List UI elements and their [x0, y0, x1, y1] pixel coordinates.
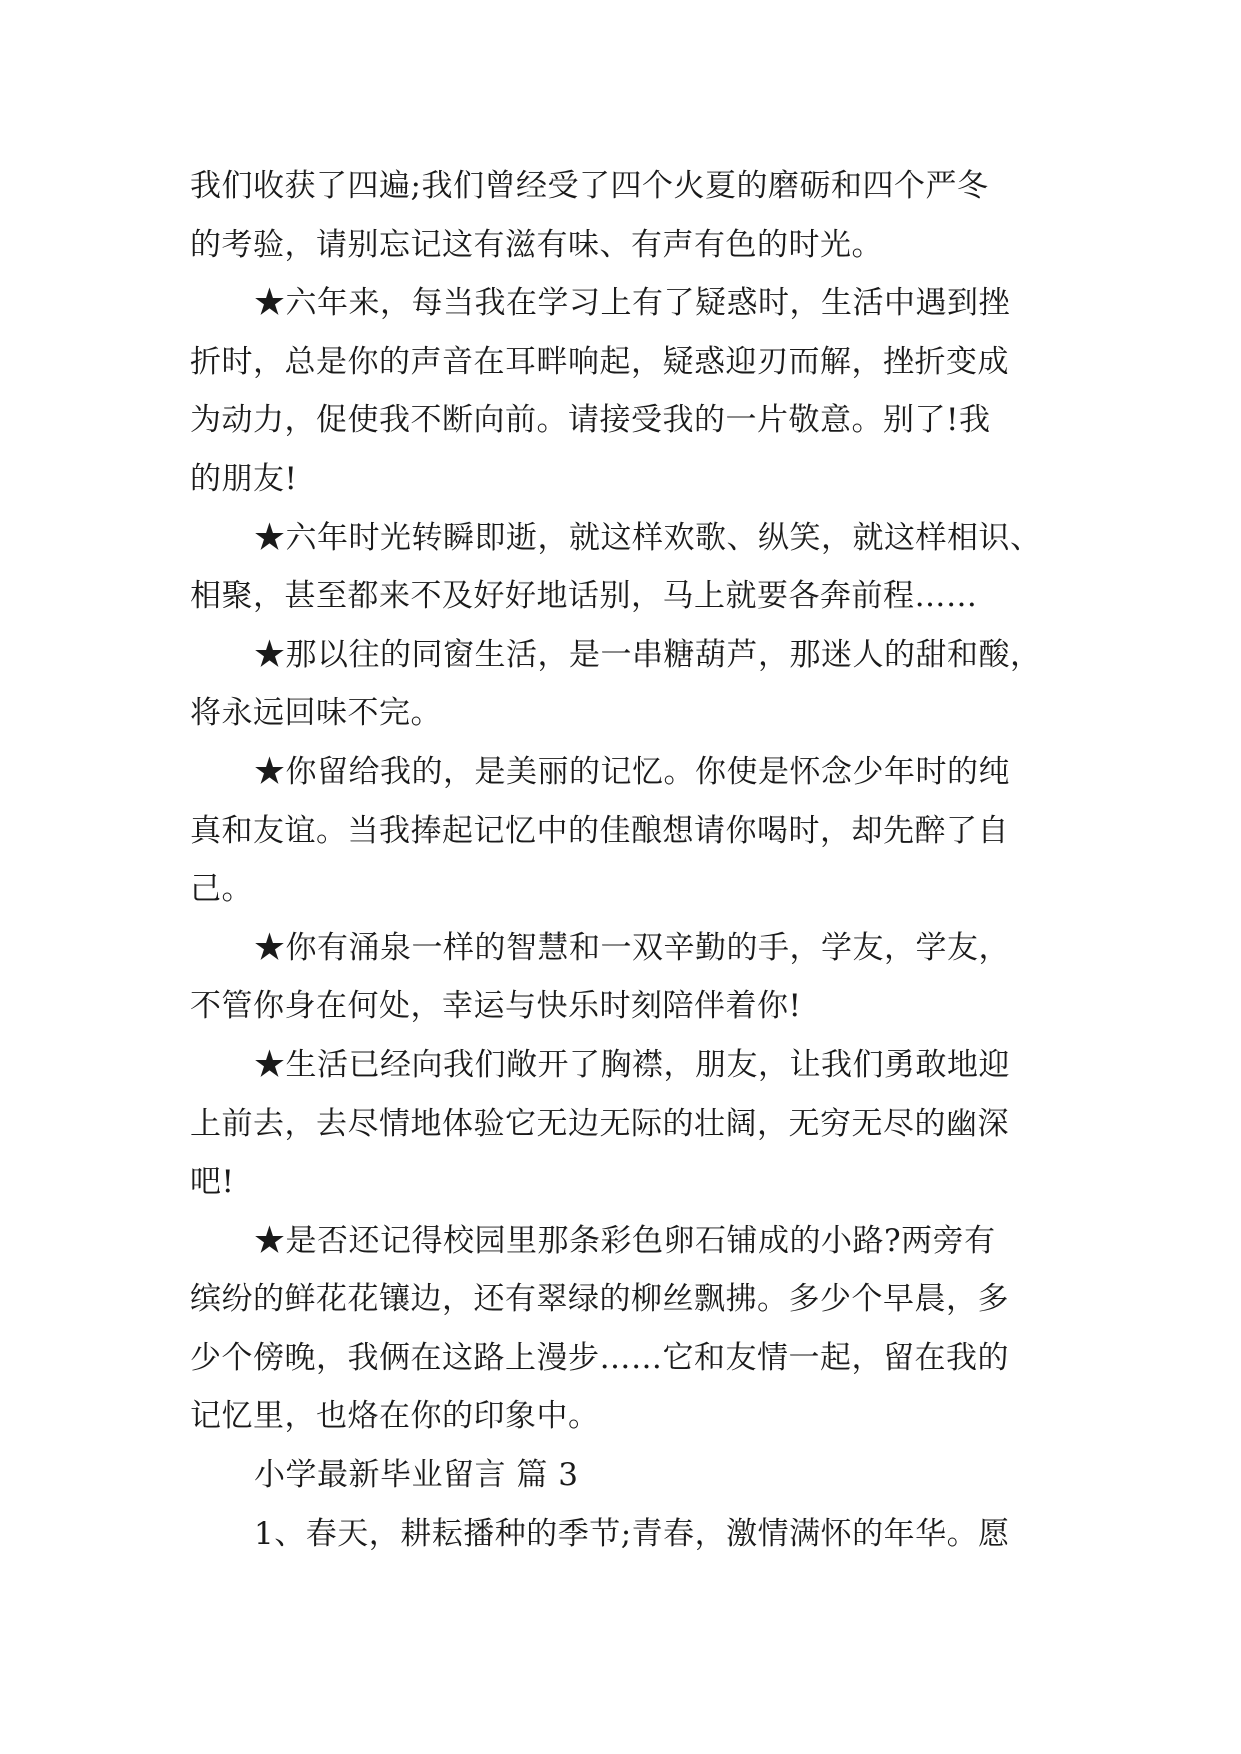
text-line: 真和友谊。当我捧起记忆中的佳酿想请你喝时，却先醉了自: [190, 812, 1009, 849]
text-line: ★是否还记得校园里那条彩色卵石铺成的小路?两旁有: [254, 1222, 996, 1259]
text-line: 将永远回味不完。: [190, 695, 442, 732]
text-line: 折时，总是你的声音在耳畔响起，疑惑迎刃而解，挫折变成: [190, 343, 1009, 380]
text-line: ★你留给我的，是美丽的记忆。你使是怀念少年时的纯: [254, 753, 1010, 790]
text-line: 为动力，促使我不断向前。请接受我的一片敬意。别了!我: [190, 402, 991, 439]
paragraph-2: [190, 274, 1053, 508]
paragraph-5: [190, 743, 1053, 919]
text-line: 不管你身在何处，幸运与快乐时刻陪伴着你!: [190, 988, 802, 1025]
paragraph-6: [190, 919, 1053, 1036]
paragraph-3: [190, 509, 1053, 626]
text-line: 己。: [190, 871, 253, 908]
text-line: 上前去，去尽情地体验它无边无际的壮阔，无穷无尽的幽深: [190, 1105, 1009, 1142]
text-line: 的朋友!: [190, 460, 298, 497]
section-heading: 小学最新毕业留言 篇 3: [254, 1457, 579, 1494]
text-line: 少个傍晚，我俩在这路上漫步……它和友情一起，留在我的: [190, 1339, 1009, 1376]
paragraph-7: [190, 1036, 1053, 1212]
text-line: 吧!: [190, 1164, 235, 1201]
text-line: ★那以往的同窗生活，是一串糖葫芦，那迷人的甜和酸，: [254, 636, 1042, 673]
text-line: 记忆里，也烙在你的印象中。: [190, 1398, 600, 1435]
paragraph-9: [190, 1505, 1053, 1564]
text-line: 我们收获了四遍;我们曾经受了四个火夏的磨砺和四个严冬: [190, 168, 989, 204]
paragraph-8: [190, 1212, 1053, 1446]
text-line: 相聚，甚至都来不及好好地话别，马上就要各奔前程……: [190, 578, 978, 615]
text-line: ★六年来，每当我在学习上有了疑惑时，生活中遇到挫: [254, 285, 1010, 322]
text-line: ★六年时光转瞬即逝，就这样欢歌、纵笑，就这样相识、: [254, 519, 1042, 556]
paragraph-1: [190, 157, 1053, 274]
text-line: ★你有涌泉一样的智慧和一双辛勤的手，学友，学友，: [254, 929, 1010, 966]
text-line: ★生活已经向我们敞开了胸襟，朋友，让我们勇敢地迎: [254, 1046, 1010, 1083]
paragraph-4: [190, 626, 1053, 743]
text-line: 1、春天，耕耘播种的季节;青春，激情满怀的年华。愿: [254, 1515, 1010, 1552]
text-line: 缤纷的鲜花花镶边，还有翠绿的柳丝飘拂。多少个早晨，多: [190, 1281, 1009, 1318]
text-line: 的考验，请别忘记这有滋有味、有声有色的时光。: [190, 226, 883, 263]
document-body: [190, 157, 1053, 1563]
